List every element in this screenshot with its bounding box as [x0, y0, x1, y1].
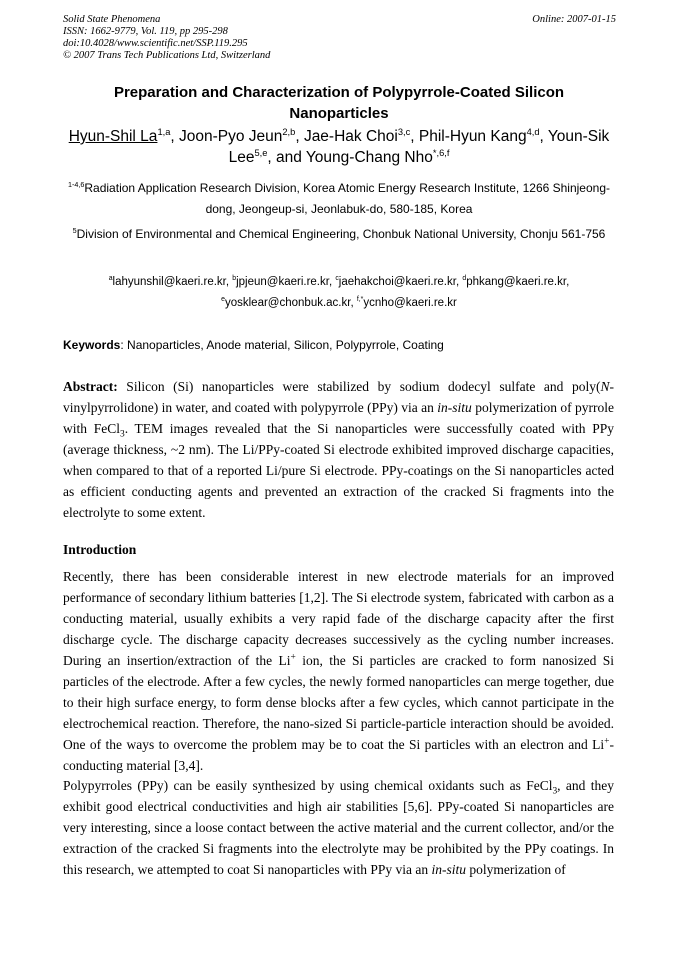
email-link[interactable]: ycnho@kaeri.re.kr [363, 297, 457, 309]
paragraph-text: Recently, there has been considerable interest in new electrode materials for an improved performance of secondary lithium batteries [1,2]. The Si electrode system, fabricated with carbon as a conducting material, usually exhibits a very rapid fade of the discharge capacity after the first discharge cycle. The discharge capacity decreases successively as the cycling number increases. During an insertion/extraction of the Li [63, 569, 614, 668]
subscript: 3 [552, 786, 558, 797]
author-superscript: 2,b [282, 126, 296, 137]
abstract-subscript: 3 [119, 429, 125, 440]
abstract-text: polymerization of pyrrole with FeCl [63, 400, 614, 436]
abstract-label: Abstract: [63, 379, 118, 394]
author-name: , Jae-Hak Choi [295, 128, 398, 145]
superscript: + [290, 652, 296, 663]
affiliation-superscript: 5 [72, 226, 77, 235]
intro-paragraph-2 [63, 775, 614, 880]
author-superscript: 1,a [157, 126, 171, 137]
email-line [62, 272, 616, 293]
email-superscript: f,* [356, 296, 364, 304]
copyright-line: © 2007 Trans Tech Publications Ltd, Switzerland [63, 50, 271, 61]
paragraph-text: , and they exhibit good electrical conductivities and high air stabilities [5,6]. PPy-coated Si nanoparticles are very interesting, since a loose contact between the active material and the current collector, and/or the extraction of the cracked Si fragments into the electrolyte may be prohibited by the PPy coatings. In this research, we attempted to coat Si nanoparticles with PPy via an [63, 778, 614, 877]
author-name: Hyun-Shil La [68, 128, 158, 145]
author-name: , Joon-Pyo Jeun [170, 128, 283, 145]
affiliation-text: Division of Environmental and Chemical Engineering, Chonbuk National University, Chonju 561-756 [76, 227, 606, 241]
email-link[interactable]: jaehakchoi@kaeri.re.kr, [338, 276, 463, 288]
abstract-text: . TEM images revealed that the Si nanoparticles were successfully coated with PPy (average thickness, ~2 nm). The Li/PPy-coated Si electrode exhibited improved discharge capacities, when compared to that of a reported Li/pure Si electrode. PPy-coatings on the Si nanoparticles acted as efficient conducting agents and prevented an extraction of the cracked Si fragments into the electrolyte to some extent. [63, 421, 614, 520]
section-heading-introduction: Introduction [63, 542, 137, 557]
author-superscript: 4,d [526, 126, 540, 137]
issn-line: ISSN: 1662-9779, Vol. 119, pp 295-298 [63, 26, 228, 37]
abstract-italic: N [600, 379, 610, 394]
email-superscript: d [462, 275, 467, 283]
author-superscript: *,6,f [432, 147, 450, 158]
paragraph-text: -conducting material [3,4]. [63, 737, 614, 773]
superscript: + [604, 736, 610, 747]
email-superscript: e [221, 296, 225, 304]
keywords-label: Keywords [63, 338, 121, 352]
email-link[interactable]: lahyunshil@kaeri.re.kr, [112, 276, 233, 288]
doi-line: doi:10.4028/www.scientific.net/SSP.119.295 [63, 38, 248, 49]
paragraph-text: Polypyrroles (PPy) can be easily synthesized by using chemical oxidants such as FeCl [63, 778, 553, 793]
affiliation-2 [62, 224, 616, 245]
intro-paragraph-1 [63, 566, 614, 776]
author-emails [62, 272, 616, 314]
author-name: , and Young-Chang Nho [267, 149, 433, 166]
email-link[interactable]: jpjeun@kaeri.re.kr, [236, 276, 336, 288]
email-superscript: a [108, 275, 113, 283]
online-date: Online: 2007-01-15 [532, 14, 616, 25]
paragraph-italic: in-situ [431, 862, 467, 877]
affiliation-1 [62, 178, 616, 220]
email-superscript: c [335, 275, 339, 283]
author-superscript: 3,c [397, 126, 411, 137]
email-line [62, 293, 616, 314]
abstract [63, 376, 614, 523]
keywords [63, 336, 617, 354]
author-list [62, 126, 616, 168]
affiliation-superscript: 1-4,6 [67, 180, 85, 189]
journal-header [63, 14, 270, 62]
affiliation-text: Radiation Application Research Division, Korea Atomic Energy Research Institute, 1266 Shinjeong-dong, Jeongeup-si, Jeonlabuk-do, 580-185, Korea [84, 181, 611, 216]
keywords-text: : Nanoparticles, Anode material, Silicon, Polypyrrole, Coating [120, 338, 444, 352]
email-link[interactable]: phkang@kaeri.re.kr, [466, 276, 570, 288]
paper-title: Preparation and Characterization of Polypyrrole-Coated Silicon Nanoparticles [113, 84, 565, 122]
author-name: , Youn-Sik Lee [228, 128, 610, 166]
email-link[interactable]: yosklear@chonbuk.ac.kr, [224, 297, 357, 309]
author-superscript: 5,e [254, 147, 268, 158]
paragraph-text: ion, the Si particles are cracked to form nanosized Si particles of the electrode. After a few cycles, the newly formed nanoparticles can merge together, due to their high surface energy, to form dense blocks after a few cycles, which cannot participate in the electrochemical reaction. Therefore, the nano-sized Si particle-particle interaction should be avoided. One of the ways to overcome the problem may be to coat the Si particles with an electron and Li [63, 653, 614, 752]
email-superscript: b [232, 275, 237, 283]
author-name: , Phil-Hyun Kang [410, 128, 527, 145]
paragraph-text: polymerization of [466, 862, 566, 877]
abstract-italic: in-situ [437, 400, 472, 415]
abstract-text: Silicon (Si) nanoparticles were stabilized by sodium dodecyl sulfate and poly( [117, 379, 601, 394]
journal-name: Solid State Phenomena [63, 14, 161, 25]
abstract-text: -vinylpyrrolidone) in water, and coated with polypyrrole (PPy) via an [63, 379, 614, 415]
